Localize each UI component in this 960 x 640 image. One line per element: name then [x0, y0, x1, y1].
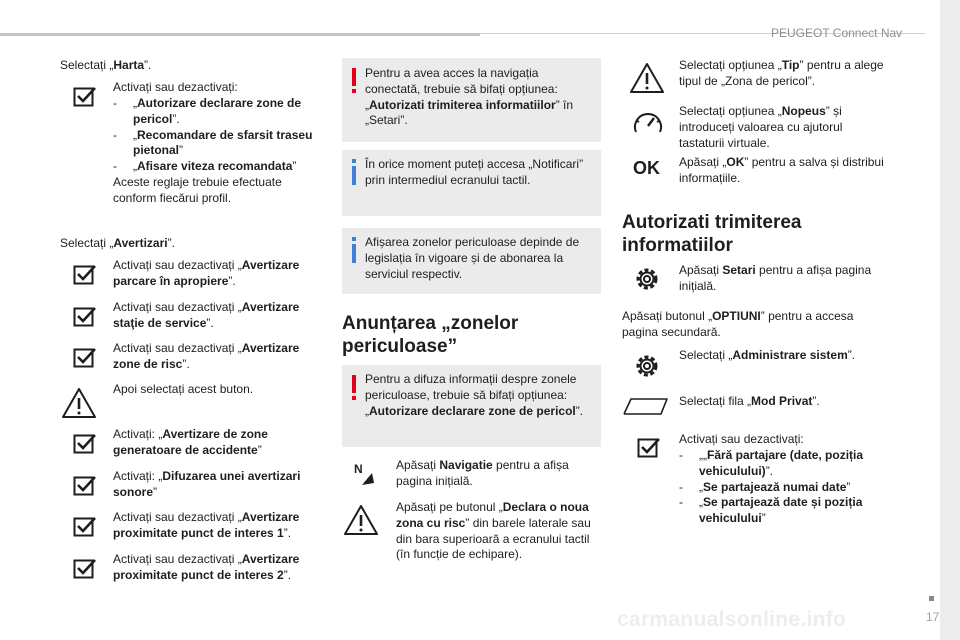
ok-icon: OK	[633, 158, 660, 178]
profile-note: Aceste reglaje trebuie efectuate conform fiecărui profil.	[113, 175, 282, 205]
checkbox-icon	[73, 86, 97, 108]
item-mod-privat: Selectați fila „Mod Privat”.	[679, 394, 820, 408]
note-info-legislatie: Afișarea zonelor periculoase depinde de legislația în vigoare și de abonarea la serviciul respectiv.	[342, 228, 601, 294]
select-harta-text: Selectați „Harta”.	[60, 58, 152, 72]
warning-icon	[61, 387, 97, 419]
checkbox-icon	[73, 347, 97, 369]
checkbox-icon	[73, 264, 97, 286]
navigation-icon	[352, 461, 378, 487]
checkbox-icon	[73, 306, 97, 328]
activate-intro: Activați sau dezactivați:	[113, 80, 238, 94]
settings-gear-icon	[632, 351, 662, 381]
select-avertizari-text: Selectați „Avertizari”.	[60, 236, 175, 250]
checkbox-icon	[73, 516, 97, 538]
warning-icon	[343, 504, 379, 536]
exclamation-red-icon	[350, 375, 358, 401]
item-nopeus: Selectați opțiunea „Nopeus” și introduceți valoarea cu ajutorul tastaturii virtuale.	[679, 104, 843, 150]
info-blue-icon	[350, 159, 358, 185]
harta-options-list: - „Autorizare declarare zone de pericol”. - „Recomandare de sfarsit traseu pietonal” - „Afisare viteza recomandata” Aceste reglaje trebuie efectuate conform fiecărui profil.	[113, 96, 313, 205]
item-select-button: Apoi selectați acest buton.	[113, 382, 254, 396]
info-blue-icon	[350, 237, 358, 263]
item-accidente: Activați: „Avertizare de zone generatoare de accidente”	[113, 427, 268, 457]
tab-icon	[623, 396, 669, 418]
heading-autorizati: Autorizati trimiterea informatiilor	[622, 212, 802, 256]
item-navigatie: Apăsați Navigatie pentru a afișa pagina inițială.	[396, 458, 569, 488]
watermark: carmanualsonline.info	[617, 608, 847, 631]
speedometer-icon	[631, 108, 665, 138]
right-sidebar	[940, 0, 960, 640]
page-marker	[929, 596, 934, 601]
header-title: PEUGEOT Connect Nav	[771, 26, 903, 40]
item-declara-zona: Apăsați pe butonul „Declara o noua zona cu risc” din barele laterale sau din bara superioară a ecranului tactil (în funcție de echipare).	[396, 500, 591, 562]
header-bar	[0, 33, 480, 36]
privat-options-list: - „„Fără partajare (date, poziția vehiculului)”. - „Se partajează numai date” - „Se partajează date și poziția vehiculului”	[679, 448, 864, 526]
item-poi-1: Activați sau dezactivați „Avertizare proximitate punct de interes 1”.	[113, 510, 300, 540]
item-optiuni: Apăsați butonul „OPTIUNI” pentru a accesa pagina secundară.	[622, 309, 854, 339]
item-admin-sistem: Selectați „Administrare sistem”.	[679, 348, 856, 362]
item-ok: Apăsați „OK” pentru a salva și distribui informațiile.	[679, 155, 884, 185]
item-sonore: Activați: „Difuzarea unei avertizari sonore”	[113, 469, 301, 499]
item-zone-risc: Activați sau dezactivați „Avertizare zone de risc”.	[113, 341, 300, 371]
page-number: 17	[926, 610, 940, 624]
note-warning-nav-conectata: Pentru a avea acces la navigația conectată, trebuie să bifați opțiunea: „Autorizati trimiterea informatiilor” în „Setari”.	[342, 58, 601, 142]
item-parcare: Activați sau dezactivați „Avertizare parcare în apropiere”.	[113, 258, 300, 288]
checkbox-icon	[73, 558, 97, 580]
settings-gear-icon	[632, 264, 662, 294]
checkbox-icon	[637, 437, 661, 459]
warning-icon	[629, 62, 665, 94]
note-info-notificari: În orice moment puteți accesa „Notificari” prin intermediul ecranului tactil.	[342, 150, 601, 216]
heading-zone-periculoase: Anunțarea „zonelor periculoase”	[342, 313, 519, 357]
note-warning-zone: Pentru a difuza informații despre zonele periculoase, trebuie să bifați opțiunea: „Autorizare declarare zone de pericol”.	[342, 365, 601, 447]
item-poi-2: Activați sau dezactivați „Avertizare proximitate punct de interes 2”.	[113, 552, 300, 582]
item-setari: Apăsați Setari pentru a afișa pagina inițială.	[679, 263, 872, 293]
privat-activate-intro: Activați sau dezactivați:	[679, 432, 804, 446]
checkbox-icon	[73, 475, 97, 497]
checkbox-icon	[73, 433, 97, 455]
exclamation-red-icon	[350, 68, 358, 94]
nav-icon-letter: N	[354, 462, 363, 476]
item-tip: Selectați opțiunea „Tip” pentru a alege tipul de „Zona de pericol”.	[679, 58, 884, 88]
item-service: Activați sau dezactivați „Avertizare staţie de service”.	[113, 300, 300, 330]
